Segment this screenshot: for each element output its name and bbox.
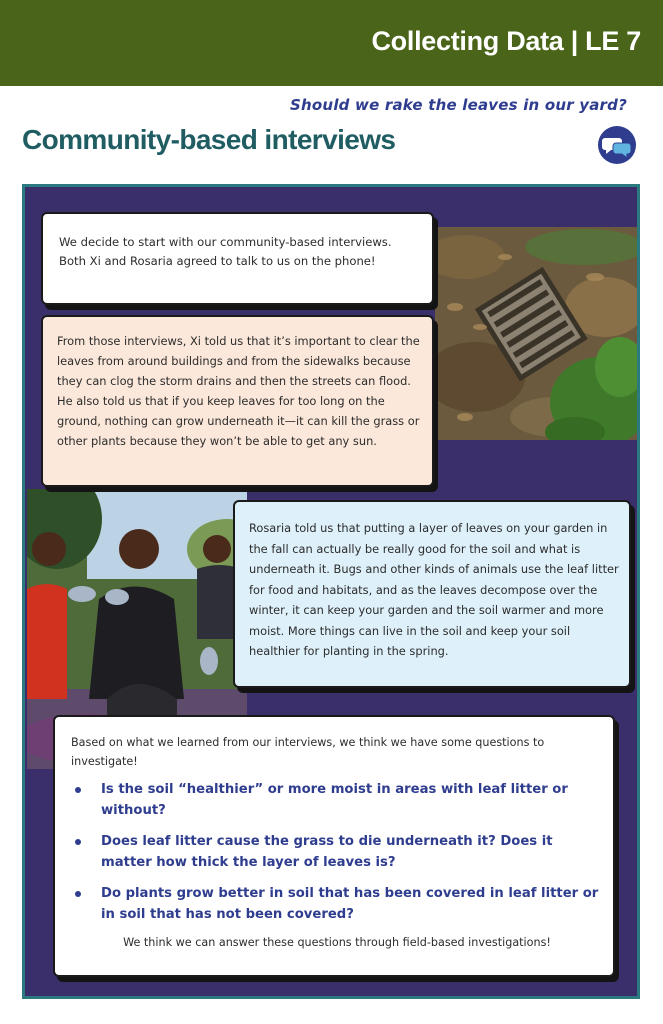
section-title: Community-based interviews [22,124,396,155]
intro-text: We decide to start with our community-based interviews. Both Xi and Rosaria agreed to talk to us on the phone! [59,235,392,268]
list-item [71,779,603,821]
xi-interview-card [41,315,434,487]
header-bar [0,0,663,86]
list-item [71,883,603,925]
questions-intro: Based on what we learned from our interviews, we think we have some questions to investigate! [71,736,545,768]
content-panel [22,184,640,999]
rosaria-interview-card [233,500,631,688]
xi-interview-text: From those interviews, Xi told us that it’s important to clear the leaves from around buildings and from the sidewalks because they can clog the storm drains and then the streets can flood. He also told us that if you keep leaves for too long on the ground, nothing can grow underneath it—it can kill the grass or other plants because they won’t be able to get any sun. [57,334,420,448]
bullet-icon [75,891,81,897]
driving-question: Should we rake the leaves in our yard? [290,96,627,114]
bullet-icon [75,787,81,793]
question-text: Does leaf litter cause the grass to die underneath it? Does it matter how thick the layer of leaves is? [101,834,553,870]
rosaria-interview-text: Rosaria told us that putting a layer of leaves on your garden in the fall can actually be really good for the soil and what is underneath it. Bugs and other kinds of animals use the leaf litter for food and habitats, and as the leaves decompose over the winter, it can keep your garden and the soil warmer and more moist. More things can live in the soil and keep your soil healthier for planting in the spring. [249,521,619,658]
bullet-icon [75,839,81,845]
list-item [71,831,603,873]
speech-bubbles-icon [597,125,637,165]
storm-drain-leaves-photo [435,227,638,440]
question-text: Is the soil “healthier” or more moist in areas with leaf litter or without? [101,782,568,818]
questions-card [53,715,615,977]
intro-card [41,212,434,305]
questions-list [71,779,603,925]
question-text: Do plants grow better in soil that has been covered in leaf litter or in soil that has not been covered? [101,886,599,922]
closing-text: We think we can answer these questions through field-based investigations! [123,936,551,949]
page-header-title: Collecting Data | LE 7 [371,26,641,56]
